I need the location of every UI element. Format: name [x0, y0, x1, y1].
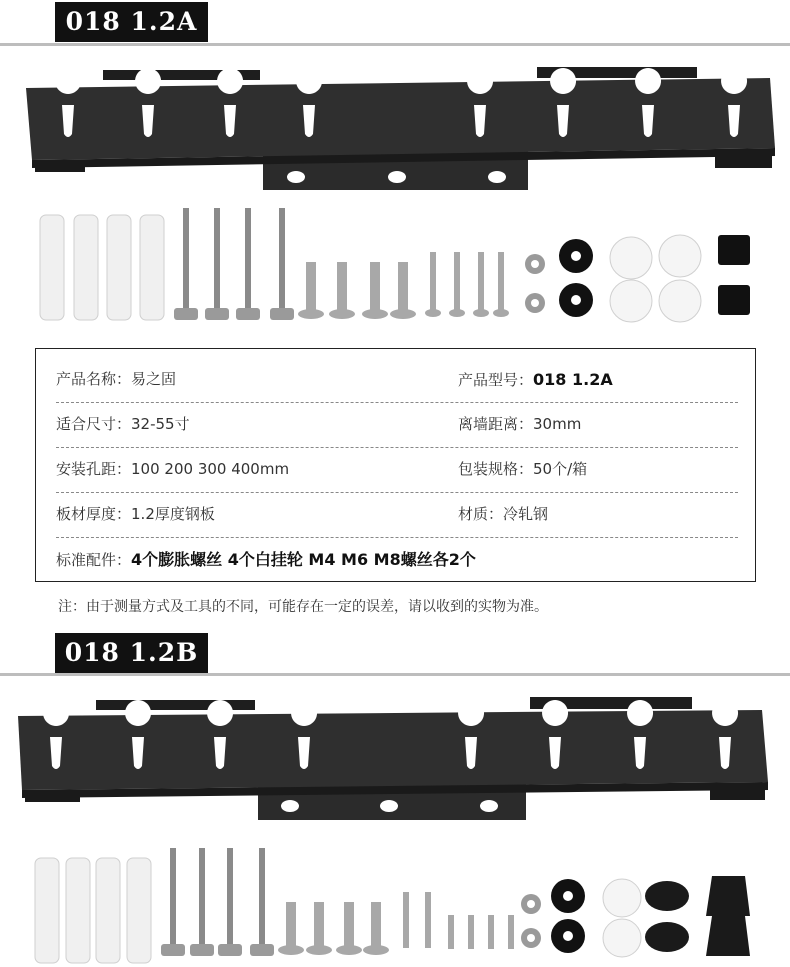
spec-label: 板材厚度：	[56, 505, 132, 523]
spec-label: 产品型号：	[458, 371, 534, 389]
spec-value: 易之固	[131, 370, 177, 388]
spec-label: 安装孔距：	[56, 460, 132, 478]
section-b-divider	[0, 673, 790, 676]
hardware-kit-a-image	[0, 200, 790, 330]
wall-bracket-b-image	[0, 692, 790, 827]
spec-label: 材质：	[458, 505, 504, 523]
spec-value: 4个膨胀螺丝 4个白挂轮 M4 M6 M8螺丝各2个	[131, 550, 476, 569]
spec-label: 包装规格：	[458, 460, 534, 478]
spec-row	[56, 492, 738, 538]
spec-value: 1.2厚度钢板	[131, 505, 215, 523]
disclaimer-note: 注：由于测量方式及工具的不同，可能存在一定的误差，请以收到的实物为准。	[58, 599, 548, 615]
spec-row	[56, 357, 738, 403]
spec-value: 50个/箱	[533, 460, 588, 478]
spec-table	[35, 348, 756, 582]
spec-label: 产品名称：	[56, 370, 132, 388]
spec-value: 32-55寸	[131, 415, 190, 433]
spec-row	[56, 537, 738, 582]
hardware-kit-b-image	[0, 840, 790, 967]
wall-bracket-a-image	[0, 60, 790, 195]
spec-label: 离墙距离：	[458, 415, 534, 433]
spec-value: 冷轧钢	[503, 505, 549, 523]
section-b-title: 018 1.2B	[55, 633, 208, 673]
spec-label: 适合尺寸：	[56, 415, 132, 433]
spec-value: 100 200 300 400mm	[131, 460, 290, 478]
spec-label: 标准配件：	[56, 551, 132, 569]
spec-row	[56, 402, 738, 448]
section-a-divider	[0, 43, 790, 46]
spec-value: 30mm	[533, 415, 582, 433]
spec-row	[56, 447, 738, 493]
section-a-title: 018 1.2A	[55, 2, 208, 42]
spec-value: 018 1.2A	[533, 370, 613, 389]
